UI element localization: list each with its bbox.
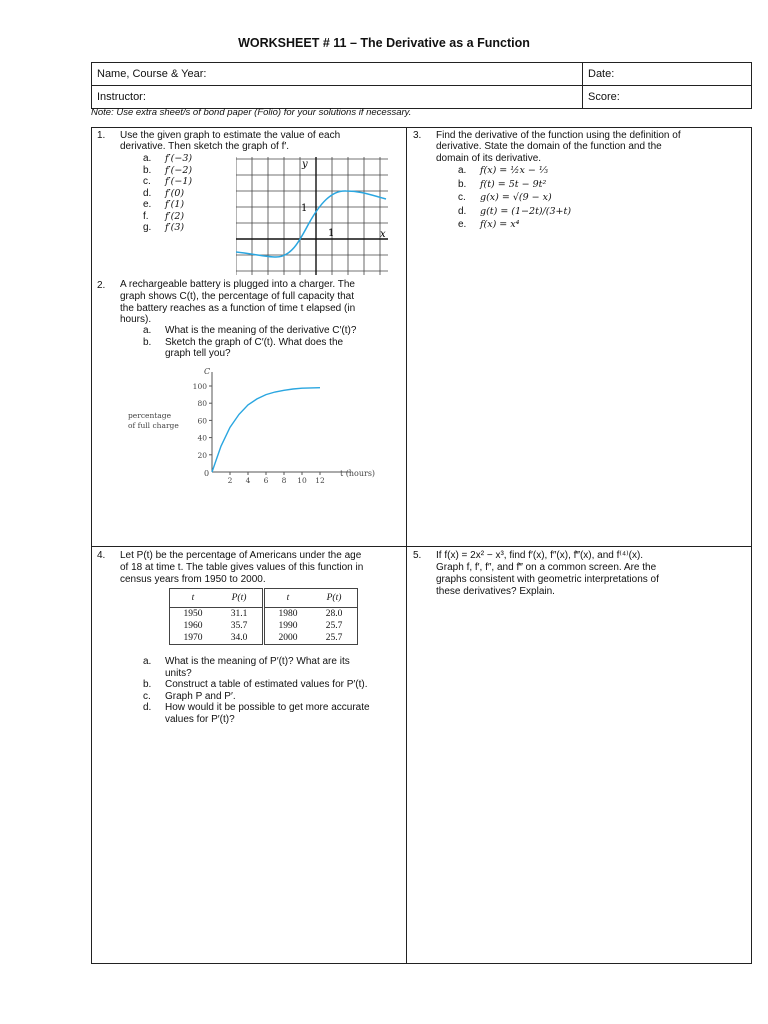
q1-y-label: y: [302, 159, 308, 170]
chart-x-label: t (hours): [340, 469, 376, 478]
part-text: f′(2): [165, 210, 185, 222]
instructor-label: Instructor:: [97, 91, 146, 103]
part-text: Construct a table of estimated values for P′(t).: [165, 679, 368, 690]
q2-line-1: A rechargeable battery is plugged into a charger. The: [120, 279, 355, 290]
part-letter: c.: [458, 192, 466, 203]
q1-tick-y-1: 1: [301, 203, 308, 214]
part-letter: g.: [143, 222, 152, 233]
part-text: f′(0): [165, 187, 185, 199]
part-letter: b.: [143, 336, 152, 348]
q5-line-1: If f(x) = 2x² − x³, find f′(x), f″(x), f‴(x), and f⁽⁴⁾(x).: [436, 550, 644, 561]
part-letter: d.: [458, 205, 467, 217]
q2-line-2: graph shows C(t), the percentage of full capacity that: [120, 291, 355, 302]
score-label: Score:: [588, 91, 620, 103]
date-label: Date:: [588, 68, 615, 80]
q3-line-1: Find the derivative of the function using the definition of: [436, 130, 681, 141]
q5-line-4: these derivatives? Explain.: [436, 586, 555, 597]
part-text: What is the meaning of the derivative C′(t)?: [165, 325, 357, 336]
part-text: g(x) = √(9 − x): [480, 192, 552, 203]
q1-text-line1: Use the given graph to estimate the value of each: [120, 130, 341, 141]
part-letter: a.: [143, 153, 152, 164]
q5-line-3: graphs consistent with geometric interpretations of: [436, 574, 659, 585]
cell: 31.1: [216, 608, 264, 621]
part-letter: d.: [143, 187, 152, 199]
part-text: Graph P and P′.: [165, 690, 236, 702]
part-text: f(t) = 5t − 9t²: [480, 178, 547, 190]
q1-function-curve: [236, 191, 386, 257]
chart-y-label: C: [204, 367, 211, 376]
chart-y-tick-label: 80: [197, 399, 207, 409]
q1-function-graph: [236, 157, 388, 275]
part-text: f′(−1): [165, 176, 193, 187]
q1-number: 1.: [97, 130, 106, 141]
q2-line-3: the battery reaches as a function of time t elapsed (in: [120, 303, 356, 314]
q4-line-1: Let P(t) be the percentage of Americans under the age: [120, 550, 362, 561]
part-letter: a.: [143, 656, 152, 667]
cell: 35.7: [216, 620, 264, 632]
grid-divider-horizontal: [91, 546, 752, 547]
col-header-t2: t: [264, 589, 312, 608]
q5-number: 5.: [413, 550, 422, 561]
chart-series-line: [212, 388, 320, 472]
name-field[interactable]: [92, 63, 583, 86]
chart-y-tick-label: 100: [192, 382, 207, 391]
q2-line-4: hours).: [120, 314, 152, 325]
q4-line-3: census years from 1950 to 2000.: [120, 574, 266, 585]
part-text: f(x) = x⁴: [480, 219, 520, 230]
q3-line-3: domain of its derivative.: [436, 153, 542, 164]
part-letter: d.: [143, 702, 152, 713]
col-header-p2: P(t): [311, 589, 358, 608]
col-header-p1: P(t): [216, 589, 264, 608]
q2-number: 2.: [97, 280, 106, 291]
chart-x-tick-label: 12: [315, 476, 325, 484]
cell: 1970: [183, 633, 203, 643]
part-text: How would it be possible to get more accurate: [165, 702, 370, 713]
part-letter: a.: [458, 165, 467, 176]
part-text: f(x) = ½x − ⅓: [480, 165, 549, 176]
note: Note: Use extra sheet/s of bond paper (Folio) for your solutions if necessary.: [91, 107, 412, 118]
part-text: values for P′(t)?: [165, 713, 235, 725]
q5-line-2: Graph f, f′, f″, and f‴ on a common screen. Are the: [436, 562, 657, 573]
instructor-field[interactable]: [92, 86, 583, 109]
cell: 1980: [278, 609, 298, 619]
chart-x-tick-label: 10: [297, 476, 307, 484]
q3-line-2: derivative. State the domain of the function and the: [436, 141, 662, 152]
q3-number: 3.: [413, 130, 422, 141]
cell: 2000: [278, 633, 298, 643]
q1-tick-x-1: 1: [328, 228, 335, 239]
cell: 25.7: [325, 633, 343, 643]
chart-y-tick-label: 60: [197, 416, 207, 426]
part-text: f′(−3): [165, 153, 193, 164]
part-text: f′(−2): [165, 164, 193, 176]
part-letter: b.: [143, 679, 152, 690]
chart-y-tick-label: 40: [197, 433, 207, 443]
q4-line-2: of 18 at time t. The table gives values of this function in: [120, 562, 364, 573]
part-letter: b.: [143, 164, 152, 176]
part-text: f′(1): [165, 199, 185, 210]
part-letter: b.: [458, 178, 467, 190]
part-text: Sketch the graph of C′(t). What does the: [165, 336, 344, 348]
chart-side-label-1: percentage: [128, 411, 172, 420]
part-letter: c.: [143, 690, 151, 702]
table-row: [170, 632, 358, 645]
cell: 1990: [278, 621, 298, 631]
part-letter: e.: [143, 199, 152, 210]
chart-origin-label: 0: [204, 469, 210, 478]
part-text: What is the meaning of P′(t)? What are its: [165, 656, 350, 667]
battery-chart: [120, 364, 380, 484]
census-table: [169, 588, 358, 645]
part-text: graph tell you?: [165, 348, 231, 359]
col-header-t1: t: [170, 589, 217, 608]
cell: 34.0: [216, 632, 264, 645]
cell: 1960: [183, 621, 203, 631]
part-text: units?: [165, 667, 192, 679]
name-label: Name, Course & Year:: [97, 68, 207, 80]
part-letter: e.: [458, 219, 467, 230]
score-field[interactable]: [583, 86, 752, 109]
chart-x-tick-label: 6: [263, 476, 269, 484]
part-letter: c.: [143, 176, 151, 187]
table-row: [170, 620, 358, 632]
q1-graph-gridlines: [236, 157, 388, 275]
page-title: WORKSHEET # 11 – The Derivative as a Function: [238, 36, 530, 50]
header-table: [91, 62, 752, 109]
cell: 25.7: [325, 621, 343, 631]
date-field[interactable]: [583, 63, 752, 86]
q4-number: 4.: [97, 550, 106, 561]
part-letter: f.: [143, 210, 149, 222]
table-row: [170, 608, 358, 621]
chart-y-tick-label: 20: [197, 450, 207, 460]
cell: 28.0: [325, 609, 343, 619]
q1-x-label: x: [380, 229, 386, 240]
q1-text-line2: derivative. Then sketch the graph of f′.: [120, 141, 290, 152]
part-letter: a.: [143, 325, 152, 336]
chart-x-tick-label: 4: [245, 476, 251, 484]
cell: 1950: [183, 609, 203, 619]
part-text: f′(3): [165, 222, 185, 233]
chart-side-label-2: of full charge: [128, 421, 179, 430]
part-text: g(t) = (1−2t)/(3+t): [480, 205, 572, 217]
chart-x-tick-label: 8: [281, 476, 287, 484]
chart-x-tick-label: 2: [227, 476, 233, 484]
